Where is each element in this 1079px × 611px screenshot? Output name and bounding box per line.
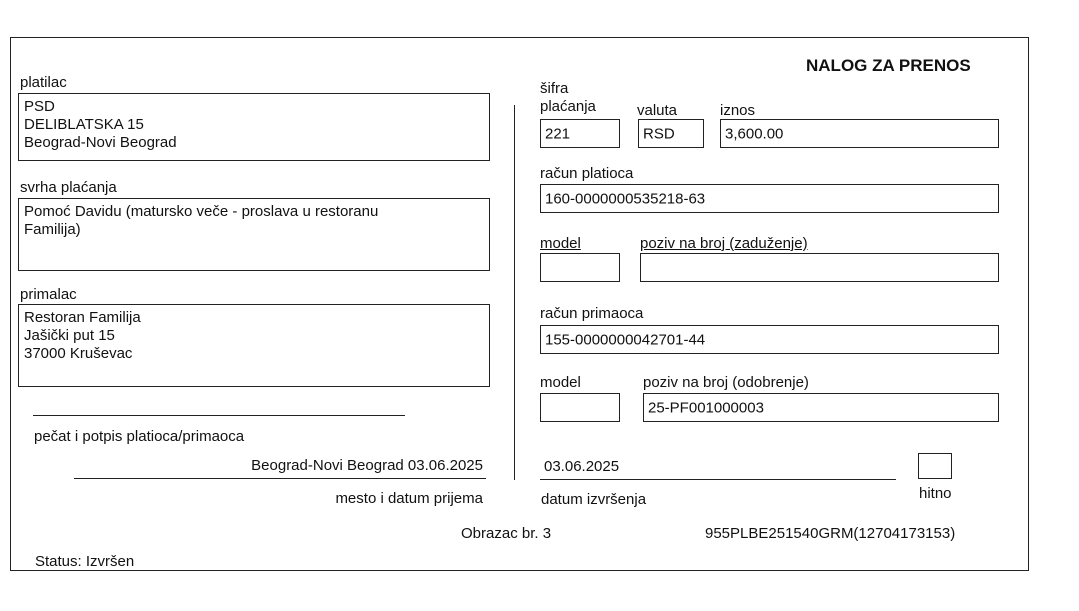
reference-code: 955PLBE251540GRM(12704173153): [705, 525, 956, 542]
place-date-label: mesto i datum prijema: [335, 490, 483, 507]
urgent-checkbox[interactable]: [918, 453, 952, 479]
currency-label: valuta: [637, 102, 678, 119]
debit-reference-label: poziv na broj (zaduženje): [640, 235, 808, 252]
debit-model-field[interactable]: [540, 253, 620, 282]
payment-code-label-line1: šifra: [540, 80, 569, 97]
payer-account-value: 160-0000000535218-63: [545, 190, 706, 207]
credit-reference-label: poziv na broj (odobrenje): [643, 374, 809, 391]
execution-date-value: 03.06.2025: [544, 458, 620, 475]
payment-order-form: [10, 37, 1029, 571]
amount-field[interactable]: [720, 119, 999, 148]
recipient-account-value: 155-0000000042701-44: [545, 331, 706, 348]
execution-date-line: [540, 479, 896, 480]
payer-box: [18, 93, 490, 161]
payer-account-label: račun platioca: [540, 165, 634, 182]
execution-date-label: datum izvršenja: [541, 491, 647, 508]
urgent-label: hitno: [919, 485, 952, 502]
signature-label: pečat i potpis platioca/primaoca: [34, 428, 245, 445]
purpose-text: Pomoć Davidu (matursko veče - proslava u restoranu Familija): [24, 203, 379, 238]
credit-reference-value: 25-PF001000003: [648, 399, 764, 416]
credit-reference-field[interactable]: [643, 393, 999, 422]
recipient-label: primalac: [20, 286, 77, 303]
currency-field[interactable]: [638, 119, 704, 148]
purpose-label: svrha plaćanja: [20, 179, 117, 196]
payer-text: PSD DELIBLATSKA 15 Beograd-Novi Beograd: [24, 98, 177, 151]
place-date-line: [74, 478, 486, 479]
status-text: Status: Izvršen: [35, 553, 135, 570]
recipient-text: Restoran Familija Jašički put 15 37000 Kruševac: [24, 309, 141, 362]
credit-model-field[interactable]: [540, 393, 620, 422]
purpose-box: [18, 198, 490, 271]
place-date-value: Beograd-Novi Beograd 03.06.2025: [251, 457, 483, 474]
form-title: NALOG ZA PRENOS: [806, 56, 971, 75]
amount-label: iznos: [720, 102, 756, 119]
amount-value: 3,600.00: [725, 125, 784, 142]
payment-code-label-line2: plaćanja: [540, 98, 596, 115]
debit-model-label: model: [540, 235, 581, 252]
column-divider: [514, 105, 515, 480]
currency-value: RSD: [643, 125, 675, 142]
payment-code-value: 221: [545, 125, 571, 142]
recipient-box: [18, 304, 490, 387]
recipient-account-field[interactable]: [540, 325, 999, 354]
debit-reference-field[interactable]: [640, 253, 999, 282]
payment-code-field[interactable]: [540, 119, 620, 148]
signature-line: [33, 415, 405, 416]
payer-label: platilac: [20, 74, 67, 91]
credit-model-label: model: [540, 374, 581, 391]
payer-account-field[interactable]: [540, 184, 999, 213]
form-number: Obrazac br. 3: [461, 525, 552, 542]
recipient-account-label: račun primaoca: [540, 305, 644, 322]
